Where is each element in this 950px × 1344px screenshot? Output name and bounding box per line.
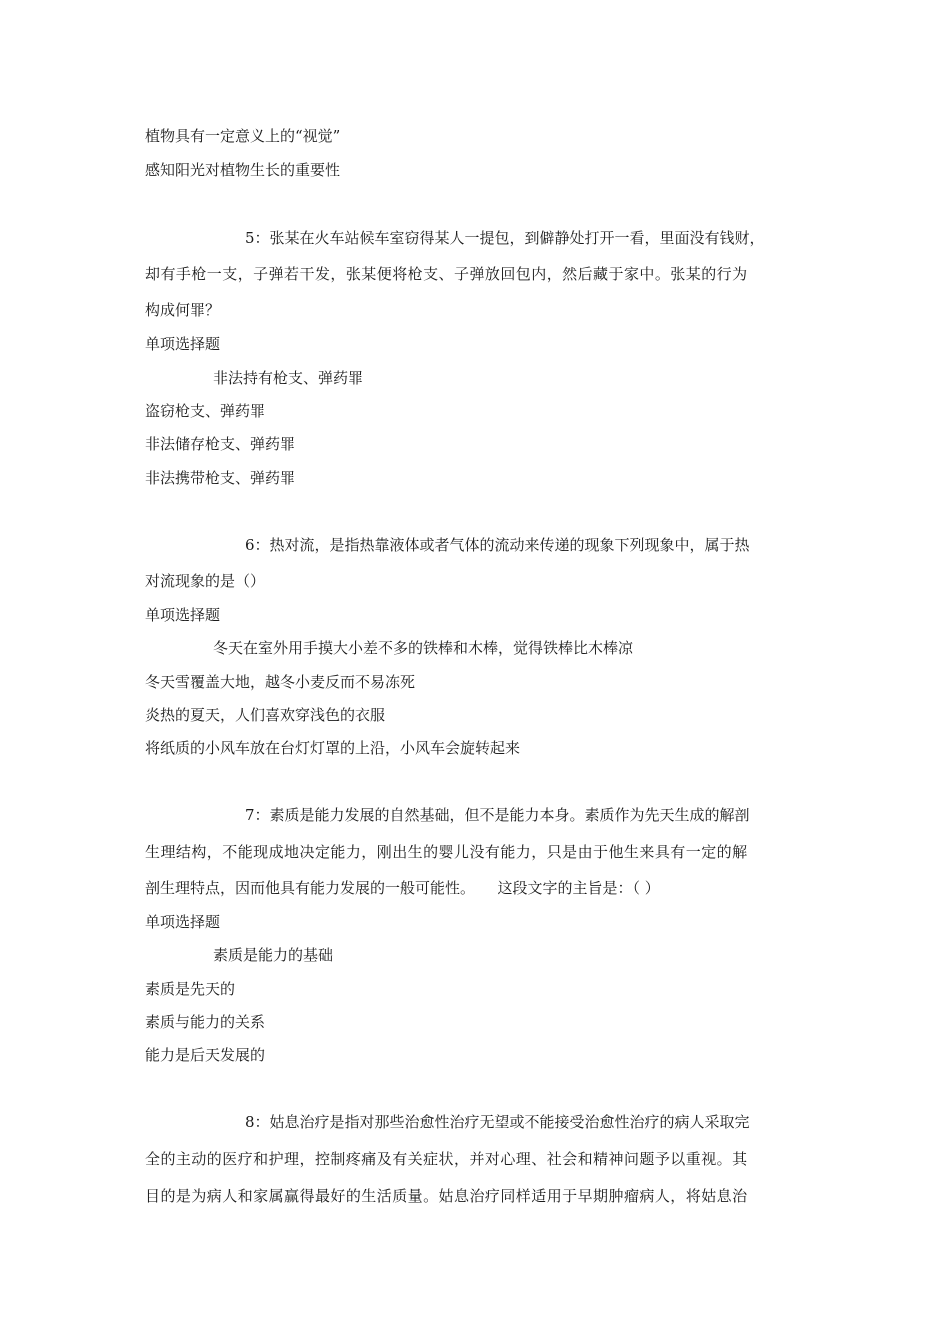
option-d: 非法携带枪支、弹药罪 <box>145 469 296 487</box>
question-text-line: 全的主动的医疗和护理，控制疼痛及有关症状，并对心理、社会和精神问题予以重视。其 <box>145 1150 748 1168</box>
question-text-line: 8：姑息治疗是指对那些治愈性治疗无望或不能接受治愈性治疗的病人采取完 <box>245 1113 750 1131</box>
option-a: 素质是能力的基础 <box>213 946 334 964</box>
question-text-line: 却有手枪一支，子弹若干发，张某便将枪支、子弹放回包内，然后藏于家中。张某的行为 <box>145 265 748 283</box>
question-text-line: 7：素质是能力发展的自然基础，但不是能力本身。素质作为先天生成的解剖 <box>245 806 750 824</box>
question-text-line: 目的是为病人和家属赢得最好的生活质量。姑息治疗同样适用于早期肿瘤病人，将姑息治 <box>145 1187 748 1205</box>
option-a: 非法持有枪支、弹药罪 <box>213 369 364 387</box>
option-c: 炎热的夏天，人们喜欢穿浅色的衣服 <box>145 706 386 724</box>
option-c: 素质与能力的关系 <box>145 1013 266 1031</box>
option-d: 能力是后天发展的 <box>145 1046 266 1064</box>
question-type: 单项选择题 <box>145 913 221 931</box>
option-d: 将纸质的小风车放在台灯灯罩的上沿，小风车会旋转起来 <box>145 739 521 757</box>
question-text-line: 6：热对流，是指热靠液体或者气体的流动来传递的现象下列现象中，属于热 <box>245 536 750 554</box>
option-b: 素质是先天的 <box>145 980 236 998</box>
question-type: 单项选择题 <box>145 606 221 624</box>
option-a: 冬天在室外用手摸大小差不多的铁棒和木棒，觉得铁棒比木棒凉 <box>213 639 634 657</box>
question-type: 单项选择题 <box>145 335 221 353</box>
question-text-line: 剖生理特点，因而他具有能力发展的一般可能性。 这段文字的主旨是：（ ） <box>145 879 660 897</box>
option-c: 非法储存枪支、弹药罪 <box>145 435 296 453</box>
question-text-line: 对流现象的是（） <box>145 572 266 590</box>
option-b: 盗窃枪支、弹药罪 <box>145 402 266 420</box>
question-text-line: 5：张某在火车站候车室窃得某人一提包，到僻静处打开一看，里面没有钱财， <box>245 229 765 247</box>
intro-line-1: 植物具有一定意义上的“视觉” <box>145 127 341 145</box>
question-text-line: 生理结构，不能现成地决定能力，刚出生的婴儿没有能力，只是由于他生来具有一定的解 <box>145 843 748 861</box>
intro-line-2: 感知阳光对植物生长的重要性 <box>145 161 341 179</box>
question-text-line: 构成何罪？ <box>145 301 221 319</box>
option-b: 冬天雪覆盖大地，越冬小麦反而不易冻死 <box>145 673 416 691</box>
